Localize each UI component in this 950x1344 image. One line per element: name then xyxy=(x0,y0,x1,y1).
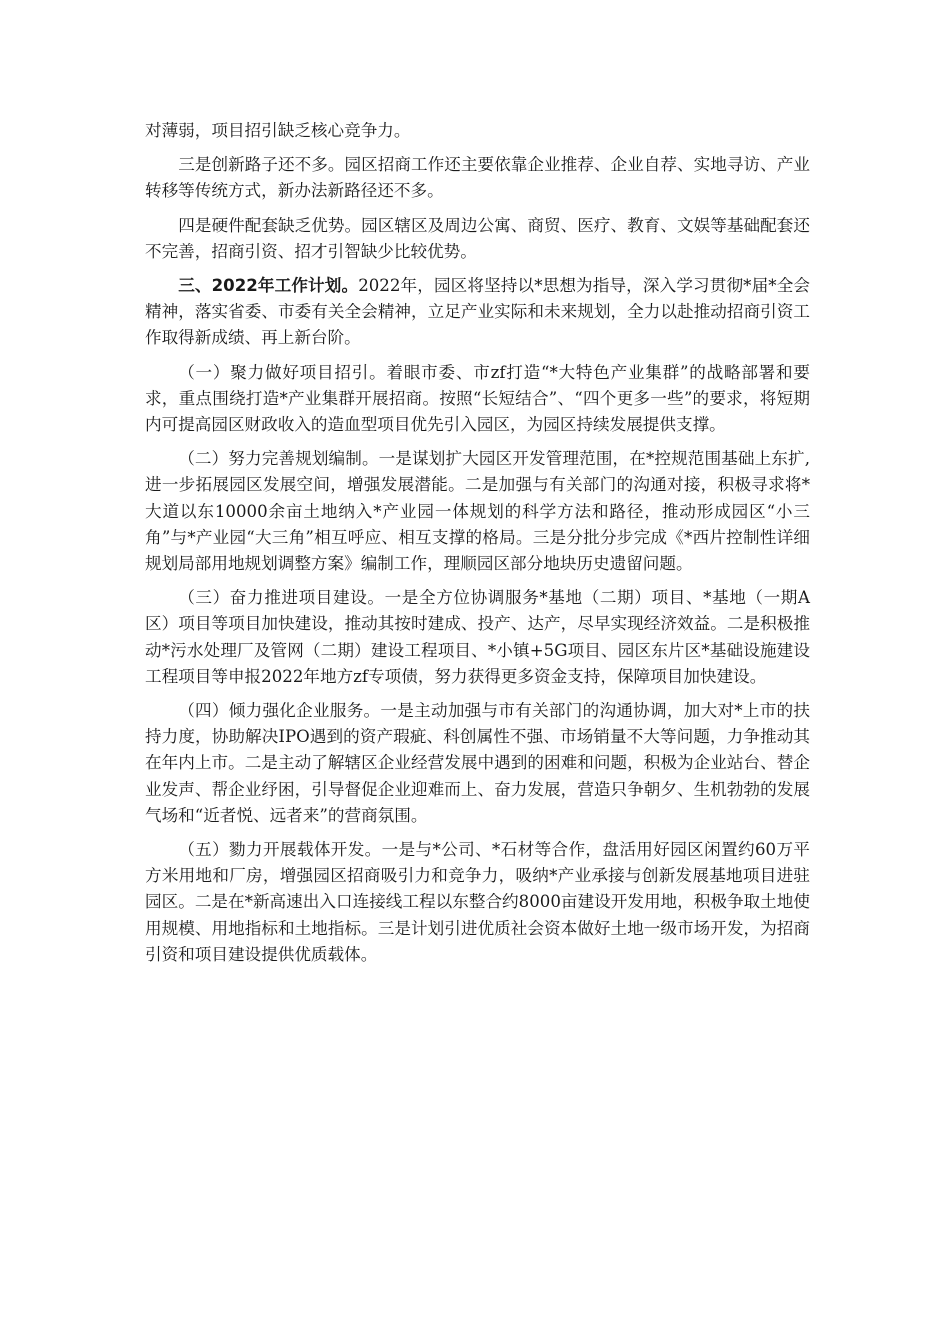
paragraph-text: 四是硬件配套缺乏优势。园区辖区及周边公寓、商贸、医疗、教育、文娱等基础配套还不完善，招商引资、招才引智缺少比较优势。 xyxy=(145,215,810,261)
paragraph-text: （三）奋力推进项目建设。一是全方位协调服务*基地（二期）项目、*基地（一期A区）项目等项目加快建设，推动其按时建成、投产、达产，尽早实现经济效益。二是积极推动*污水处理厂及管网（二期）建设工程项目、*小镇+5G项目、园区东片区*基础设施建设工程项目等申报2022年地方zf专项债，努力获得更多资金支持，保障项目加快建设。 xyxy=(145,588,810,686)
paragraph-hardware xyxy=(145,213,810,265)
paragraph-text: （四）倾力强化企业服务。一是主动加强与市有关部门的沟通协调，加大对*上市的扶持力度，协助解决IPO遇到的资产瑕疵、科创属性不强、市场销量不大等问题，力争推动其在年内上市。二是主动了解辖区企业经营发展中遇到的困难和问题，积极为企业站台、替企业发声、帮企业纾困，引导督促企业迎难而上、奋力发展，营造只争朝夕、生机勃勃的发展气场和“近者悦、远者来”的营商氛围。 xyxy=(145,701,810,825)
paragraph-work-plan xyxy=(145,273,810,352)
paragraph-text: （一）聚力做好项目招引。着眼市委、市zf打造“*大特色产业集群”的战略部署和要求，重点围绕打造*产业集群开展招商。按照“长短结合”、“四个更多一些”的要求，将短期内可提高园区财政收入的造血型项目优先引入园区，为园区持续发展提供支撑。 xyxy=(145,362,810,435)
paragraph-item-1 xyxy=(145,360,810,439)
document-page xyxy=(145,118,810,976)
paragraph-item-5 xyxy=(145,837,810,968)
paragraph-text: （五）勠力开展载体开发。一是与*公司、*石材等合作，盘活用好园区闲置约60万平方米用地和厂房，增强园区招商吸引力和竞争力，吸纳*产业承接与创新发展基地项目进驻园区。二是在*新高速出入口连接线工程以东整合约8000亩建设开发用地，积极争取土地使用规模、用地指标和土地指标。三是计划引进优质社会资本做好土地一级市场开发，为招商引资和项目建设提供优质载体。 xyxy=(145,840,810,964)
paragraph-continuation xyxy=(145,118,810,144)
section-heading: 三、2022年工作计划。 xyxy=(178,276,359,296)
paragraph-item-2 xyxy=(145,446,810,577)
paragraph-text: 对薄弱，项目招引缺乏核心竞争力。 xyxy=(145,121,411,140)
paragraph-text: （二）努力完善规划编制。一是谋划扩大园区开发管理范围，在*控规范围基础上东扩,进一步拓展园区发展空间，增强发展潜能。二是加强与有关部门的沟通对接，积极寻求将*大道以东10000余亩土地纳入*产业园一体规划的科学方法和路径，推动形成园区“小三角”与*产业园“大三角”相互呼应、相互支撑的格局。三是分批分步完成《*西片控制性详细规划局部用地规划调整方案》编制工作，理顺园区部分地块历史遗留问题。 xyxy=(145,449,810,574)
paragraph-innovation xyxy=(145,152,810,204)
paragraph-item-4 xyxy=(145,698,810,829)
paragraph-text: 2022年，园区将坚持以*思想为指导，深入学习贯彻*届*全会精神，落实省委、市委有关全会精神，立足产业实际和未来规划，全力以赴推动招商引资工作取得新成绩、再上新台阶。 xyxy=(145,276,811,348)
paragraph-text: 三是创新路子还不多。园区招商工作还主要依靠企业推荐、企业自荐、实地寻访、产业转移等传统方式，新办法新路径还不多。 xyxy=(145,155,810,201)
paragraph-item-3 xyxy=(145,585,810,690)
